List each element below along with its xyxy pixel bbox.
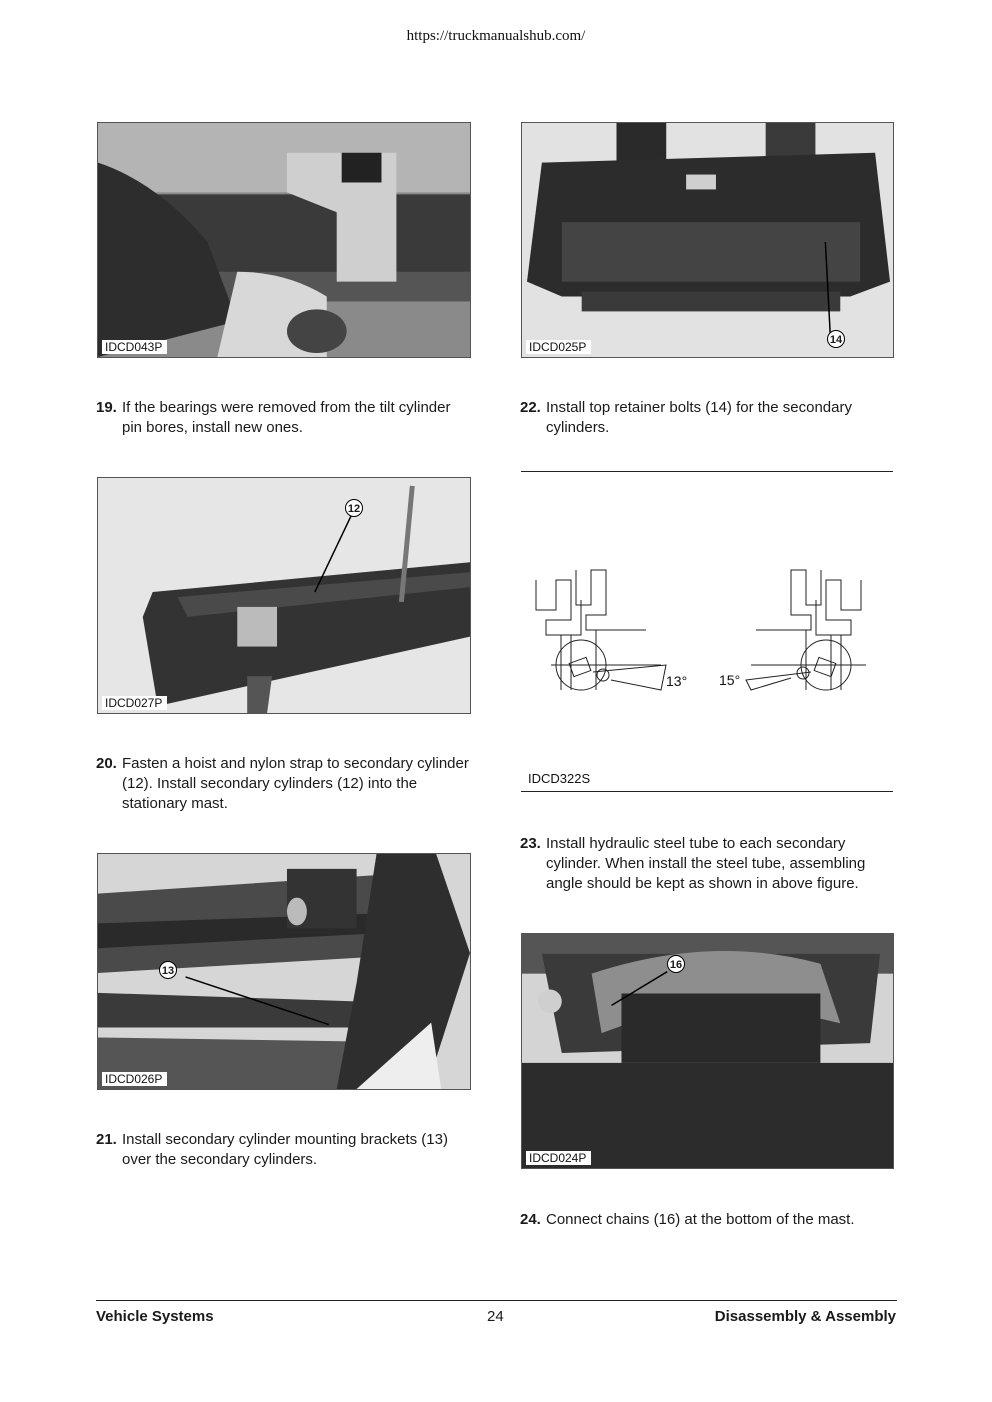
callout-16: 16 [667, 955, 685, 973]
step-21 [96, 1130, 476, 1170]
step-number: 19. [96, 399, 117, 416]
figure-caption: IDCD027P [102, 696, 167, 710]
step-number: 23. [520, 835, 541, 852]
step-text: Install top retainer bolts (14) for the secondary cylinders. [546, 399, 852, 436]
step-text: Install secondary cylinder mounting brackets (13) over the secondary cylinders. [122, 1131, 448, 1168]
step-20 [96, 754, 476, 814]
step-text: Connect chains (16) at the bottom of the mast. [546, 1211, 855, 1228]
step-number: 22. [520, 399, 541, 416]
page-number: 24 [487, 1308, 504, 1325]
step-24 [520, 1210, 894, 1230]
step-number: 20. [96, 755, 117, 772]
callout-13: 13 [159, 961, 177, 979]
angle-label-right: 15° [719, 672, 741, 688]
angle-label-left: 13° [666, 673, 688, 689]
source-url[interactable]: https://truckmanualshub.com/ [406, 28, 586, 44]
photo-secondary-cylinder [97, 477, 471, 714]
photo-chains [521, 933, 894, 1169]
figure-caption: IDCD026P [102, 1072, 167, 1086]
diagram-bottom-rule [521, 791, 893, 792]
figure-caption: IDCD024P [526, 1151, 591, 1165]
callout-12: 12 [345, 499, 363, 517]
photo-mounting-brackets [97, 853, 471, 1090]
step-text: Fasten a hoist and nylon strap to secondary cylinder (12). Install secondary cylinders (12) into the stationary mast. [122, 755, 469, 812]
figure-caption: IDCD025P [526, 340, 591, 354]
photo-bearing-install [97, 122, 471, 358]
footer-section: Vehicle Systems [96, 1308, 214, 1325]
footer-chapter: Disassembly & Assembly [714, 1308, 896, 1325]
step-19 [96, 398, 472, 438]
step-number: 24. [520, 1211, 541, 1228]
step-22 [520, 398, 894, 438]
diagram-caption: IDCD322S [528, 771, 591, 786]
footer-rule [96, 1300, 897, 1301]
photo-retainer-bolts [521, 122, 894, 358]
diagram-top-rule [521, 471, 893, 472]
figure-caption: IDCD043P [102, 340, 167, 354]
step-23 [520, 834, 894, 894]
step-number: 21. [96, 1131, 117, 1148]
step-text: If the bearings were removed from the tilt cylinder pin bores, install new ones. [122, 399, 451, 436]
step-text: Install hydraulic steel tube to each secondary cylinder. When install the steel tube, assembling angle should be kept as shown in above figure. [546, 835, 866, 892]
tube-angle-diagram [521, 560, 893, 700]
callout-14: 14 [827, 330, 845, 348]
